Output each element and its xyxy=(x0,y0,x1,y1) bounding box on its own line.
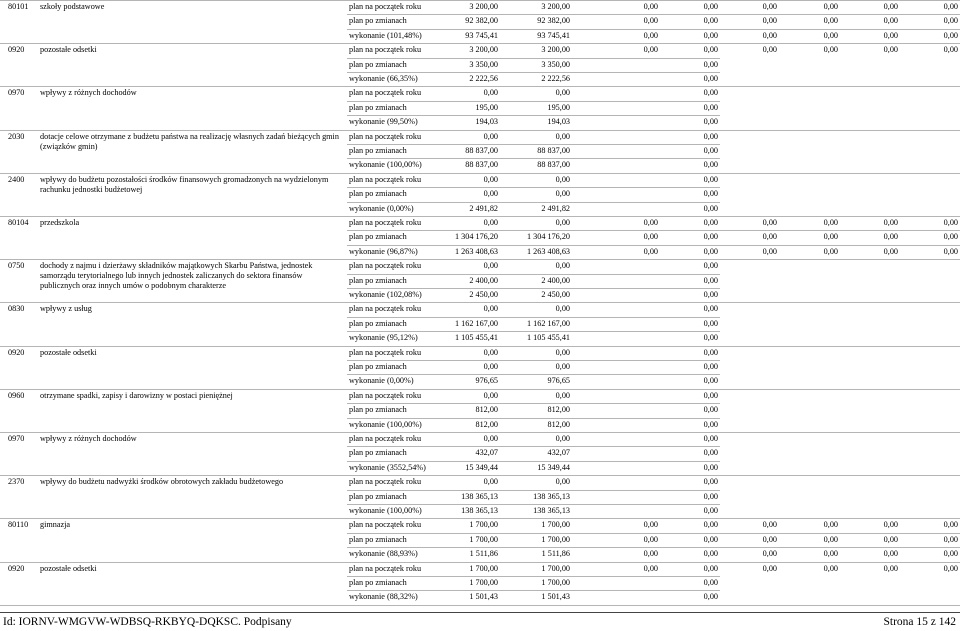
value-cell: 88 837,00 xyxy=(465,160,498,170)
table-row xyxy=(0,144,960,158)
row-label: wykonanie (88,93%) xyxy=(349,549,418,559)
classification-description: pozostałe odsetki xyxy=(40,45,97,55)
value-cell: 1 263 408,63 xyxy=(455,246,498,256)
value-cell: 0,00 xyxy=(703,160,718,170)
row-label: plan na początek roku xyxy=(349,261,422,271)
value-cell: 15 349,44 xyxy=(465,462,498,472)
table-row xyxy=(0,302,960,316)
value-cell: 0,00 xyxy=(762,2,777,11)
classification-code: 0960 xyxy=(8,390,25,400)
value-cell: 0,00 xyxy=(823,232,838,242)
classification-description: wpływy do budżetu nadwyżki środków obrotowych zakładu budżetowego xyxy=(40,477,284,487)
value-cell: 0,00 xyxy=(643,549,658,559)
value-cell: 0,00 xyxy=(943,563,958,573)
classification-description: wpływy z różnych dochodów xyxy=(40,434,137,443)
value-cell: 0,00 xyxy=(703,362,718,371)
value-cell: 812,00 xyxy=(475,419,498,429)
page-number: Strona 15 z 142 xyxy=(883,616,956,628)
value-cell: 138 365,13 xyxy=(533,491,570,501)
value-cell: 0,00 xyxy=(762,218,777,227)
row-label: wykonanie (100,00%) xyxy=(349,160,422,170)
value-cell: 0,00 xyxy=(762,534,777,544)
value-cell: 1 700,00 xyxy=(541,563,570,573)
value-cell: 88 837,00 xyxy=(537,160,570,170)
value-cell: 0,00 xyxy=(762,520,777,530)
value-cell: 2 450,00 xyxy=(541,290,570,299)
table-row xyxy=(0,288,960,302)
value-cell: 0,00 xyxy=(555,261,570,271)
classification-description: otrzymane spadki, zapisy i darowizny w postaci pieniężnej xyxy=(40,390,233,400)
row-label: plan po zmianach xyxy=(349,102,407,112)
value-cell: 0,00 xyxy=(703,59,718,69)
table-row xyxy=(0,43,960,57)
table-row xyxy=(0,389,960,403)
row-label: plan na początek roku xyxy=(349,131,422,141)
row-label: plan po zmianach xyxy=(349,534,407,544)
value-cell: 0,00 xyxy=(703,117,718,127)
classification-description: przedszkola xyxy=(40,218,80,227)
value-cell: 195,00 xyxy=(547,102,570,112)
value-cell: 0,00 xyxy=(883,534,898,544)
value-cell: 93 745,41 xyxy=(465,30,498,40)
value-cell: 0,00 xyxy=(883,563,898,573)
value-cell: 0,00 xyxy=(703,2,718,11)
value-cell: 138 365,13 xyxy=(461,506,498,515)
classification-code: 2400 xyxy=(8,174,25,184)
row-label: plan po zmianach xyxy=(349,146,407,155)
classification-code: 2030 xyxy=(8,131,25,141)
value-cell: 194,03 xyxy=(547,117,570,127)
table-row xyxy=(0,576,960,590)
value-cell: 0,00 xyxy=(483,189,498,199)
row-label: wykonanie (102,08%) xyxy=(349,290,422,299)
value-cell: 0,00 xyxy=(703,534,718,544)
value-cell: 0,00 xyxy=(483,390,498,400)
footer-divider xyxy=(0,612,960,613)
row-label: plan na początek roku xyxy=(349,434,422,443)
value-cell: 0,00 xyxy=(483,261,498,271)
row-label: wykonanie (3552,54%) xyxy=(349,462,426,472)
value-cell: 0,00 xyxy=(883,549,898,559)
table-row xyxy=(0,101,960,115)
row-label: plan na początek roku xyxy=(349,477,422,487)
value-cell: 976,65 xyxy=(547,376,570,386)
value-cell: 0,00 xyxy=(483,434,498,443)
value-cell: 0,00 xyxy=(703,261,718,271)
classification-description: dochody z najmu i dzierżawy składników majątkowych Skarbu Państwa, jednostek samorządu terytorialnego lub innych jednostek zaliczanych do sektora finansów publicznych oraz innych umów o podobnym charakterze xyxy=(40,261,313,291)
value-cell: 0,00 xyxy=(762,549,777,559)
value-cell: 0,00 xyxy=(762,232,777,242)
row-label: plan po zmianach xyxy=(349,189,407,199)
table-row xyxy=(0,216,960,230)
value-cell: 0,00 xyxy=(703,218,718,227)
value-cell: 0,00 xyxy=(703,88,718,98)
value-cell: 0,00 xyxy=(762,246,777,256)
value-cell: 0,00 xyxy=(703,146,718,155)
value-cell: 0,00 xyxy=(883,30,898,40)
table-bottom-line xyxy=(0,605,960,606)
value-cell: 1 501,43 xyxy=(469,592,498,602)
table-row xyxy=(0,331,960,345)
row-label: wykonanie (101,48%) xyxy=(349,30,422,40)
value-cell: 0,00 xyxy=(943,16,958,26)
value-cell: 0,00 xyxy=(643,520,658,530)
row-label: plan na początek roku xyxy=(349,563,422,573)
value-cell: 0,00 xyxy=(703,563,718,573)
value-cell: 0,00 xyxy=(555,477,570,487)
classification-code: 0920 xyxy=(8,45,25,55)
row-label: wykonanie (100,00%) xyxy=(349,506,422,515)
value-cell: 0,00 xyxy=(703,333,718,343)
value-cell: 0,00 xyxy=(703,290,718,299)
document-id: Id: IORNV-WMGVW-WDBSQ-RKBYQ-DQKSC. Podpisany xyxy=(3,616,292,628)
value-cell: 1 162 167,00 xyxy=(455,318,498,328)
classification-description: wpływy do budżetu pozostałości środków finansowych gromadzonych na wydzielonym rachunku jednostki budżetowej xyxy=(40,174,329,194)
classification-description: pozostałe odsetki xyxy=(40,347,97,357)
row-label: plan po zmianach xyxy=(349,16,407,26)
value-cell: 0,00 xyxy=(943,520,958,530)
row-label: wykonanie (96,87%) xyxy=(349,246,418,256)
value-cell: 0,00 xyxy=(762,563,777,573)
value-cell: 0,00 xyxy=(883,16,898,26)
value-cell: 0,00 xyxy=(943,246,958,256)
value-cell: 0,00 xyxy=(643,218,658,227)
value-cell: 0,00 xyxy=(703,592,718,602)
value-cell: 0,00 xyxy=(703,448,718,458)
table-row xyxy=(0,259,960,273)
value-cell: 0,00 xyxy=(643,232,658,242)
table-row xyxy=(0,590,960,604)
row-label: plan na początek roku xyxy=(349,174,422,184)
value-cell: 0,00 xyxy=(555,131,570,141)
value-cell: 92 382,00 xyxy=(537,16,570,26)
value-cell: 0,00 xyxy=(703,318,718,328)
value-cell: 0,00 xyxy=(943,218,958,227)
row-label: plan na początek roku xyxy=(349,88,422,98)
value-cell: 2 400,00 xyxy=(469,275,498,285)
table-row xyxy=(0,14,960,28)
value-cell: 0,00 xyxy=(762,30,777,40)
value-cell: 1 700,00 xyxy=(469,563,498,573)
table-row xyxy=(0,86,960,100)
row-label: plan po zmianach xyxy=(349,491,407,501)
value-cell: 15 349,44 xyxy=(537,462,570,472)
value-cell: 0,00 xyxy=(703,232,718,242)
table-row xyxy=(0,533,960,547)
value-cell: 1 700,00 xyxy=(469,534,498,544)
value-cell: 1 511,86 xyxy=(541,549,570,559)
value-cell: 3 350,00 xyxy=(541,59,570,69)
row-label: plan po zmianach xyxy=(349,405,407,415)
value-cell: 1 105 455,41 xyxy=(527,333,570,343)
table-row xyxy=(0,374,960,388)
table-row xyxy=(0,403,960,417)
table-row xyxy=(0,274,960,288)
value-cell: 0,00 xyxy=(703,131,718,141)
value-cell: 1 700,00 xyxy=(469,520,498,530)
classification-code: 80110 xyxy=(8,520,29,530)
value-cell: 0,00 xyxy=(762,45,777,55)
value-cell: 0,00 xyxy=(703,434,718,443)
value-cell: 88 837,00 xyxy=(537,146,570,155)
value-cell: 0,00 xyxy=(703,102,718,112)
value-cell: 0,00 xyxy=(643,534,658,544)
value-cell: 1 263 408,63 xyxy=(527,246,570,256)
table-row xyxy=(0,115,960,129)
value-cell: 3 350,00 xyxy=(469,59,498,69)
value-cell: 195,00 xyxy=(475,102,498,112)
table-row xyxy=(0,475,960,489)
value-cell: 0,00 xyxy=(823,30,838,40)
value-cell: 0,00 xyxy=(883,232,898,242)
table-row xyxy=(0,317,960,331)
value-cell: 0,00 xyxy=(483,362,498,371)
value-cell: 0,00 xyxy=(555,304,570,314)
value-cell: 2 491,82 xyxy=(469,203,498,213)
classification-code: 0970 xyxy=(8,88,25,98)
value-cell: 1 162 167,00 xyxy=(527,318,570,328)
table-row xyxy=(0,547,960,561)
classification-code: 0970 xyxy=(8,434,25,443)
table-row xyxy=(0,490,960,504)
value-cell: 1 700,00 xyxy=(541,578,570,587)
value-cell: 0,00 xyxy=(643,563,658,573)
value-cell: 0,00 xyxy=(703,390,718,400)
value-cell: 0,00 xyxy=(883,218,898,227)
value-cell: 0,00 xyxy=(823,2,838,11)
row-label: wykonanie (0,00%) xyxy=(349,203,414,213)
value-cell: 3 200,00 xyxy=(469,2,498,11)
classification-description: dotacje celowe otrzymane z budżetu państwa na realizację własnych zadań bieżących gmin (związków gmin) xyxy=(40,131,339,151)
value-cell: 0,00 xyxy=(703,347,718,357)
value-cell: 2 450,00 xyxy=(469,290,498,299)
value-cell: 194,03 xyxy=(475,117,498,127)
classification-description: wpływy z różnych dochodów xyxy=(40,88,137,98)
table-row xyxy=(0,29,960,43)
value-cell: 92 382,00 xyxy=(465,16,498,26)
value-cell: 0,00 xyxy=(483,304,498,314)
table-row xyxy=(0,245,960,259)
row-label: wykonanie (95,12%) xyxy=(349,333,418,343)
value-cell: 1 700,00 xyxy=(469,578,498,587)
value-cell: 0,00 xyxy=(703,491,718,501)
row-label: plan na początek roku xyxy=(349,304,422,314)
value-cell: 138 365,13 xyxy=(533,506,570,515)
table-row xyxy=(0,446,960,460)
value-cell: 0,00 xyxy=(643,30,658,40)
table-row xyxy=(0,504,960,518)
value-cell: 2 491,82 xyxy=(541,203,570,213)
value-cell: 0,00 xyxy=(703,45,718,55)
classification-code: 80104 xyxy=(8,218,29,227)
table-row xyxy=(0,360,960,374)
value-cell: 0,00 xyxy=(555,218,570,227)
table-row xyxy=(0,418,960,432)
value-cell: 0,00 xyxy=(883,2,898,11)
row-label: wykonanie (100,00%) xyxy=(349,419,422,429)
value-cell: 0,00 xyxy=(703,506,718,515)
value-cell: 0,00 xyxy=(555,362,570,371)
value-cell: 0,00 xyxy=(703,304,718,314)
classification-code: 0920 xyxy=(8,563,25,573)
value-cell: 0,00 xyxy=(703,376,718,386)
value-cell: 0,00 xyxy=(943,232,958,242)
value-cell: 3 200,00 xyxy=(541,2,570,11)
value-cell: 0,00 xyxy=(883,45,898,55)
value-cell: 1 700,00 xyxy=(541,534,570,544)
row-label: plan po zmianach xyxy=(349,362,407,371)
value-cell: 0,00 xyxy=(823,16,838,26)
row-label: plan po zmianach xyxy=(349,578,407,587)
table-row xyxy=(0,72,960,86)
value-cell: 0,00 xyxy=(555,189,570,199)
value-cell: 0,00 xyxy=(483,88,498,98)
classification-description: szkoły podstawowe xyxy=(40,2,105,11)
table-row xyxy=(0,58,960,72)
value-cell: 0,00 xyxy=(555,390,570,400)
value-cell: 2 222,56 xyxy=(541,74,570,83)
value-cell: 88 837,00 xyxy=(465,146,498,155)
row-label: plan po zmianach xyxy=(349,59,407,69)
value-cell: 0,00 xyxy=(703,174,718,184)
table-row xyxy=(0,130,960,144)
value-cell: 0,00 xyxy=(703,520,718,530)
row-label: plan na początek roku xyxy=(349,520,422,530)
classification-code: 2370 xyxy=(8,477,25,487)
value-cell: 0,00 xyxy=(823,218,838,227)
value-cell: 0,00 xyxy=(943,45,958,55)
value-cell: 0,00 xyxy=(555,434,570,443)
value-cell: 0,00 xyxy=(762,16,777,26)
value-cell: 0,00 xyxy=(823,520,838,530)
value-cell: 0,00 xyxy=(703,462,718,472)
table-row xyxy=(0,461,960,475)
value-cell: 138 365,13 xyxy=(461,491,498,501)
value-cell: 432,07 xyxy=(475,448,498,458)
value-cell: 0,00 xyxy=(555,88,570,98)
row-label: plan na początek roku xyxy=(349,45,422,55)
table-row xyxy=(0,230,960,244)
value-cell: 1 511,86 xyxy=(469,549,498,559)
classification-description: gimnazja xyxy=(40,520,71,530)
value-cell: 93 745,41 xyxy=(537,30,570,40)
value-cell: 976,65 xyxy=(475,376,498,386)
value-cell: 0,00 xyxy=(483,131,498,141)
value-cell: 0,00 xyxy=(483,347,498,357)
value-cell: 0,00 xyxy=(643,2,658,11)
value-cell: 2 222,56 xyxy=(469,74,498,83)
row-label: plan po zmianach xyxy=(349,275,407,285)
table-row xyxy=(0,173,960,187)
table-row xyxy=(0,346,960,360)
value-cell: 0,00 xyxy=(703,405,718,415)
value-cell: 3 200,00 xyxy=(541,45,570,55)
value-cell: 3 200,00 xyxy=(469,45,498,55)
classification-code: 0920 xyxy=(8,347,25,357)
value-cell: 0,00 xyxy=(703,578,718,587)
value-cell: 0,00 xyxy=(703,30,718,40)
value-cell: 0,00 xyxy=(943,30,958,40)
value-cell: 1 304 176,20 xyxy=(455,232,498,242)
classification-code: 0830 xyxy=(8,304,25,314)
value-cell: 0,00 xyxy=(643,45,658,55)
value-cell: 0,00 xyxy=(943,534,958,544)
classification-description: pozostałe odsetki xyxy=(40,563,97,573)
row-label: wykonanie (0,00%) xyxy=(349,376,414,386)
row-label: wykonanie (88,32%) xyxy=(349,592,418,602)
classification-code: 0750 xyxy=(8,261,25,271)
table-row xyxy=(0,432,960,446)
value-cell: 1 105 455,41 xyxy=(455,333,498,343)
value-cell: 0,00 xyxy=(483,477,498,487)
value-cell: 812,00 xyxy=(475,405,498,415)
table-row xyxy=(0,187,960,201)
value-cell: 0,00 xyxy=(643,16,658,26)
table-row xyxy=(0,202,960,216)
value-cell: 0,00 xyxy=(823,534,838,544)
value-cell: 0,00 xyxy=(703,549,718,559)
row-label: plan na początek roku xyxy=(349,218,422,227)
value-cell: 0,00 xyxy=(703,16,718,26)
page-footer xyxy=(0,612,960,631)
row-label: plan na początek roku xyxy=(349,2,422,11)
value-cell: 0,00 xyxy=(643,246,658,256)
classification-code: 80101 xyxy=(8,2,29,11)
value-cell: 1 501,43 xyxy=(541,592,570,602)
value-cell: 0,00 xyxy=(703,275,718,285)
value-cell: 1 304 176,20 xyxy=(527,232,570,242)
value-cell: 0,00 xyxy=(703,419,718,429)
value-cell: 0,00 xyxy=(703,477,718,487)
row-label: plan po zmianach xyxy=(349,318,407,328)
value-cell: 0,00 xyxy=(823,45,838,55)
value-cell: 0,00 xyxy=(483,174,498,184)
value-cell: 0,00 xyxy=(883,246,898,256)
row-label: plan na początek roku xyxy=(349,347,422,357)
value-cell: 812,00 xyxy=(547,405,570,415)
row-label: wykonanie (99,50%) xyxy=(349,117,418,127)
value-cell: 0,00 xyxy=(823,549,838,559)
row-label: plan po zmianach xyxy=(349,448,407,458)
value-cell: 432,07 xyxy=(547,448,570,458)
value-cell: 0,00 xyxy=(943,549,958,559)
classification-description: wpływy z usług xyxy=(40,304,92,314)
row-label: plan po zmianach xyxy=(349,232,407,242)
value-cell: 1 700,00 xyxy=(541,520,570,530)
value-cell: 812,00 xyxy=(547,419,570,429)
table-row xyxy=(0,158,960,172)
value-cell: 0,00 xyxy=(883,520,898,530)
row-label: wykonanie (66,35%) xyxy=(349,74,418,83)
value-cell: 0,00 xyxy=(483,218,498,227)
value-cell: 0,00 xyxy=(703,74,718,83)
table-row xyxy=(0,0,960,14)
table-row xyxy=(0,562,960,576)
value-cell: 0,00 xyxy=(943,2,958,11)
value-cell: 0,00 xyxy=(823,246,838,256)
value-cell: 0,00 xyxy=(823,563,838,573)
table-row xyxy=(0,518,960,532)
value-cell: 0,00 xyxy=(555,174,570,184)
value-cell: 0,00 xyxy=(703,203,718,213)
row-label: plan na początek roku xyxy=(349,390,422,400)
value-cell: 2 400,00 xyxy=(541,275,570,285)
value-cell: 0,00 xyxy=(703,189,718,199)
value-cell: 0,00 xyxy=(555,347,570,357)
value-cell: 0,00 xyxy=(703,246,718,256)
